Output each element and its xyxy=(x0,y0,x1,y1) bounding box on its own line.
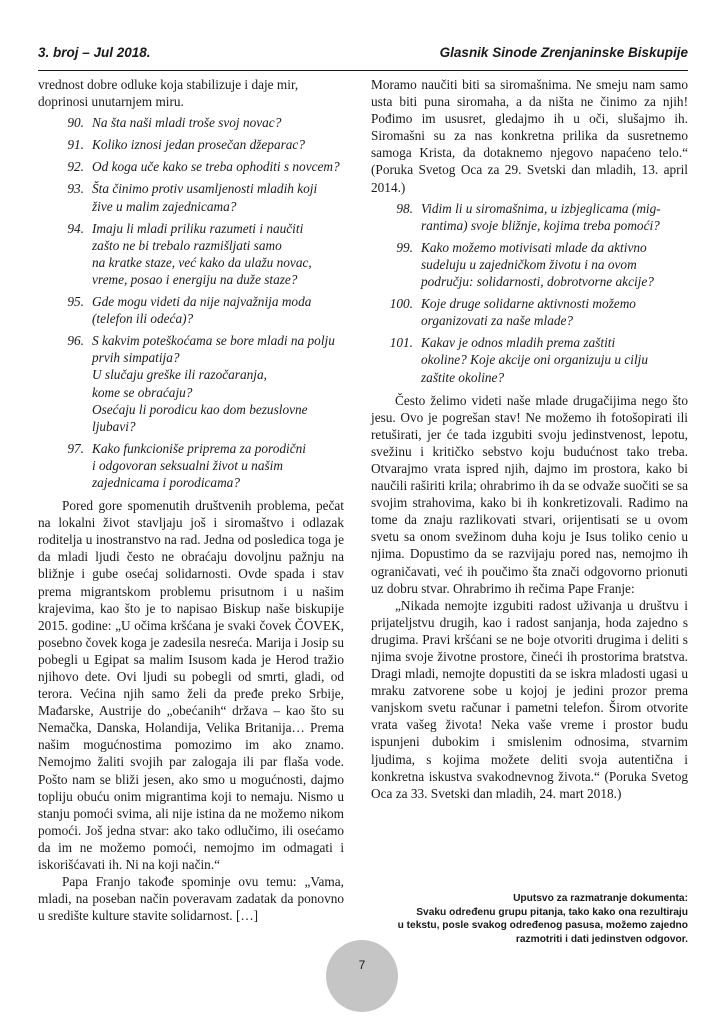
question-text: Gde mogu videti da nije najvažnija moda (telefon ili odeća)? xyxy=(92,294,312,327)
question-item xyxy=(38,136,344,153)
question-text: Kakav je odnos mladih prema zaštiti okoline? Koje akcije oni organizuju u cilju zaštite okoline? xyxy=(421,335,648,385)
question-list xyxy=(38,114,344,491)
intro-paragraph: vrednost dobre odluke koja stabilizuje i daje mir, doprinosi unutarnjem miru. xyxy=(38,77,299,110)
issue-label: 3. broj – Jul 2018. xyxy=(38,45,151,60)
question-text: Imaju li mladi priliku razumeti i naučiti zašto ne bi trebalo razmišljati samo na kratke staze, već kako da ulažu novac, vreme, posao i energiju na duže staze? xyxy=(92,220,312,287)
question-number: 101. xyxy=(389,335,413,351)
question-text: Koje druge solidarne aktivnosti možemo organizovati za naše mlade? xyxy=(421,296,636,329)
quote-paragraph: „Nikada nemojte izgubiti radost uživanja u društvu i prijateljstvu drugih, kao i radost sanjanja, hoda zajedno s drugima. Pravi kršćani se ne boje otvoriti drugima i deliti s njima svoje životne prostore, čineći ih prostorima bratstva. Dragi mladi, nemojte dopustiti da se iskra mladosti ugasi u mraku zatvorene sobe u kojoj je jedini prozor prema vanjskom svetu računar i pametni telefon. Širom otvorite vrata vašeg života! Neka vaše vreme i prostor budu ispunjeni dubokim i smislenim odnosima, stvarnim ljudima, s kojima možete deliti svoja autentična i konkretna iskustva svakodnevnog života.“ (Poruka Svetog Oca za 33. Svetski dan mladih, 24. mart 2018.) xyxy=(371,597,689,801)
instruction-line: Svaku određenu grupu pitanja, tako kako ona rezultiraju xyxy=(416,906,688,918)
publication-title: Glasnik Sinode Zrenjaninske Biskupije xyxy=(439,45,688,60)
body-paragraph: Pored gore spomenutih društvenih problema, pečat na lokalni život stavljaju još i siromaštvo i odlazak roditelja u inostranstvo na rad. Jedna od posledica toga je da mladi ljudi često ne obraćaju dovoljnu pažnju na bližnje i gube osećaj solidarnosti. Ovde spada i stav prema migrantskom problemu prisutnom i u našim krajevima, kao što je to napisao Biskup naše biskupije 2015. godine: „U očima kršćana je svaki čovek ČOVEK, posebno čovek koga je zadesila nesreća. Marija i Josip su pobegli u Egipat sa malim Isusom kada je Herod tražio njihovo dete. Ovi ljudi su pobegli od smrti, gladi, od terora. Većina njih samo želi da pređe preko Srbije, Mađarske, Austrije do „obećanih“ država – kao što su Nemačka, Danska, Holandija, Velika Britanija… Prema našim mogućnostima pomozimo im ako znamo. Nemojmo žaliti svojih par zalogaja ili par flaša vode. Pošto nam se bliži jesen, ako smo u mogućnosti, dajmo topliju obuću onim migrantima koji to nemaju. Nismo u stanju pomoći svima, ali nije istina da ne možemo nikom pomoći. Još jedna stvar: ako tako odlučimo, ili osećamo da im ne možemo pomoći, nemojmo im odmagati i iskorišćavati ih. Ni na koji način.“ xyxy=(38,498,345,873)
question-item xyxy=(38,332,344,435)
question-number: 99. xyxy=(396,239,413,255)
question-number: 96. xyxy=(67,333,84,349)
question-text: S kakvim poteškoćama se bore mladi na polju prvih simpatija? U slučaju greške ili razočaranja, kome se obraćaju? Osećaju li porodicu kao dom bezuslovne ljubavi? xyxy=(92,333,335,434)
question-text: Kako možemo motivisati mlade da aktivno sudeluju u zajedničkom životu i na ovom području: solidarnosti, dobrotvorne akcije? xyxy=(421,239,654,290)
question-text: Od koga uče kako se treba ophoditi s novcem? xyxy=(92,159,340,175)
body-paragraph: Papa Franjo takođe spominje ovu temu: „Vama, mladi, na poseban način poveravam zadatak da ponovno u središte kulture stavite solidarnost. […] xyxy=(38,874,345,924)
question-number: 95. xyxy=(67,294,84,310)
question-number: 92. xyxy=(67,159,84,175)
question-text: Vidim li u siromašnima, u izbjeglicama (mig- rantima) svoje bližnje, kojima treba pomoći? xyxy=(421,200,661,233)
left-column xyxy=(38,76,344,924)
question-number: 100. xyxy=(389,296,413,312)
question-text: Šta činimo protiv usamljenosti mladih koji žive u malim zajednicama? xyxy=(92,181,318,214)
question-number: 98. xyxy=(396,200,413,216)
instruction-note xyxy=(371,892,688,946)
instruction-line: Uputsvo za razmatranje dokumenta: xyxy=(513,893,688,904)
question-item xyxy=(371,334,688,385)
question-number: 91. xyxy=(67,137,84,153)
question-item xyxy=(38,220,344,288)
question-number: 90. xyxy=(67,115,84,131)
question-item xyxy=(38,114,344,131)
question-number: 94. xyxy=(67,220,84,236)
question-item xyxy=(38,180,344,214)
instruction-line: u tekstu, posle svakog određenog pasusa, možemo zajedno xyxy=(397,920,688,932)
question-number: 97. xyxy=(67,440,84,456)
header-rule xyxy=(38,70,688,71)
page-header xyxy=(38,45,688,65)
question-item xyxy=(38,293,344,327)
question-item xyxy=(371,295,688,329)
question-text: Kako funkcioniše priprema za porodični i odgovoran seksualni život u našim zajednicama i porodicama? xyxy=(92,440,306,490)
question-list xyxy=(371,200,688,386)
intro-paragraph: Moramo naučiti biti sa siromašnima. Ne smeju nam samo usta biti puna siromaha, a da ništa ne činimo za njih! Pođimo im ususret, gledajmo ih u oči, slušajmo ih. Siromašni su za nas konkretna prilika da susretnemo samoga Krista, da dotaknemo njegovo napaćeno telo.“ (Poruka Svetog Oca za 29. Svetski dan mladih, 13. april 2014.) xyxy=(371,77,689,195)
right-column xyxy=(371,76,688,802)
question-item xyxy=(371,200,688,234)
page-number: 7 xyxy=(358,958,366,972)
question-item xyxy=(38,440,344,491)
body-paragraph: Često želimo videti naše mlade drugačijima nego što jesu. Ovo je pogrešan stav! Ne možemo ih fotošopirati ili retuširati, jer će tada izgubiti svoju jedinstvenost, lepotu, svežinu i kritičko sebstvo koju budućnost tako treba. Otvarajmo vrata ispred njih, dajmo im prostora, kako bi naučili raširiti krila; ohrabrimo ih da se odvaže suočiti se sa svojim strahovima, kako bi ih konkretizovali. Radimo na tome da znaju razlikovati stvari, orijentisati se u ovom svetu sa onom svežinom duha koju je Isus toliko cenio u njima. Dopustimo da se razvijaju pored nas, nemojmo ih ograničavati, već ih poučimo šta znači odgovorno prionuti uz dobru stvar. Ohrabrimo ih rečima Pape Franje: xyxy=(371,392,689,596)
question-text: Na šta naši mladi troše svoj novac? xyxy=(92,115,282,131)
instruction-line: razmotriti i dati jedinstven odgovor. xyxy=(515,933,688,945)
question-item xyxy=(371,239,688,290)
question-item xyxy=(38,158,344,175)
question-number: 93. xyxy=(67,181,84,197)
page-number-badge xyxy=(326,940,398,1012)
question-text: Koliko iznosi jedan prosečan džeparac? xyxy=(92,137,305,153)
